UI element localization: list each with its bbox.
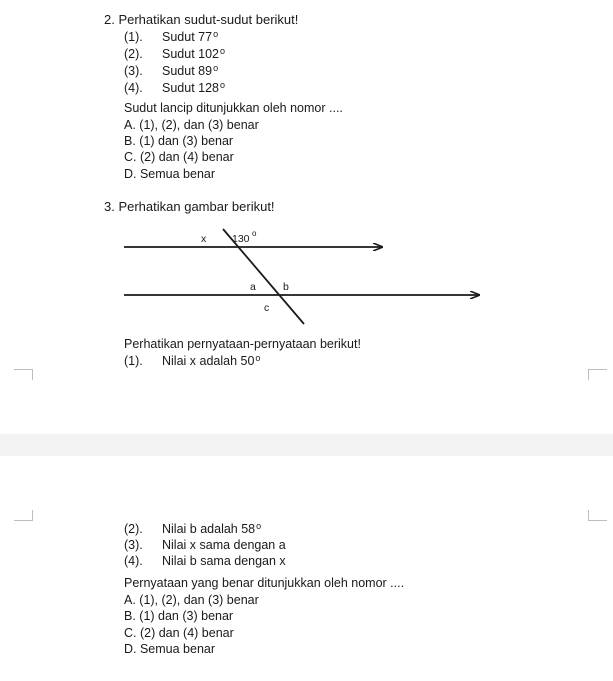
page-corner-mark xyxy=(14,510,33,521)
q3-option-a: A. (1), (2), dan (3) benar xyxy=(124,593,259,607)
statement-number: (3). xyxy=(124,538,143,552)
degree-mark: o xyxy=(213,29,219,39)
statement-text: Nilai x sama dengan a xyxy=(162,538,286,552)
degree-mark: o xyxy=(220,46,226,56)
item-number: (1). xyxy=(124,30,143,44)
item-label: Sudut xyxy=(162,30,195,44)
item-label: Sudut xyxy=(162,81,195,95)
page-break xyxy=(0,434,613,456)
q3-statement-2 xyxy=(124,521,261,536)
q3-statement-1 xyxy=(124,353,260,368)
q2-option-b: B. (1) dan (3) benar xyxy=(124,134,234,148)
angle-label-degree: o xyxy=(252,229,257,238)
q3-option-d: D. Semua benar xyxy=(124,642,216,656)
q3-title: 3. Perhatikan gambar berikut! xyxy=(104,199,275,214)
angle-label-a: a xyxy=(250,281,256,293)
degree-mark: o xyxy=(220,80,226,90)
item-value: 89 xyxy=(198,64,213,78)
statement-number: (1). xyxy=(124,354,143,368)
angle-label-x: x xyxy=(201,233,207,245)
angle-label-b: b xyxy=(283,281,289,293)
q2-title: 2. Perhatikan sudut-sudut berikut! xyxy=(104,12,299,27)
statement-text: Nilai b adalah 58 xyxy=(162,522,256,536)
q2-option-a: A. (1), (2), dan (3) benar xyxy=(124,118,259,132)
item-number: (2). xyxy=(124,47,143,61)
angle-label-c: c xyxy=(264,302,270,314)
page-corner-mark xyxy=(588,510,607,521)
item-value: 102 xyxy=(198,47,220,61)
q2-option-c: C. (2) dan (4) benar xyxy=(124,150,234,164)
angle-label-130: 130 xyxy=(232,233,250,245)
degree-mark: o xyxy=(256,521,262,531)
item-number: (3). xyxy=(124,64,143,78)
q3-option-c: C. (2) dan (4) benar xyxy=(124,626,234,640)
q3-intro: Perhatikan pernyataan-pernyataan berikut! xyxy=(124,337,361,351)
statement-text: Nilai b sama dengan x xyxy=(162,554,286,568)
statement-number: (4). xyxy=(124,554,143,568)
degree-mark: o xyxy=(255,353,261,363)
page-corner-mark xyxy=(14,369,33,380)
q3-question: Pernyataan yang benar ditunjukkan oleh nomor .... xyxy=(124,576,405,590)
q3-statement-3 xyxy=(124,538,286,552)
statement-number: (2). xyxy=(124,522,143,536)
page-corner-mark xyxy=(588,369,607,380)
q3-option-b: B. (1) dan (3) benar xyxy=(124,609,234,623)
item-number: (4). xyxy=(124,81,143,95)
item-label: Sudut xyxy=(162,64,195,78)
statement-text: Nilai x adalah 50 xyxy=(162,354,255,368)
item-label: Sudut xyxy=(162,47,195,61)
item-value: 77 xyxy=(198,30,213,44)
q3-statement-4 xyxy=(124,554,286,568)
item-value: 128 xyxy=(198,81,220,95)
q2-option-d: D. Semua benar xyxy=(124,167,216,181)
q2-question: Sudut lancip ditunjukkan oleh nomor .... xyxy=(124,101,343,115)
degree-mark: o xyxy=(213,63,219,73)
